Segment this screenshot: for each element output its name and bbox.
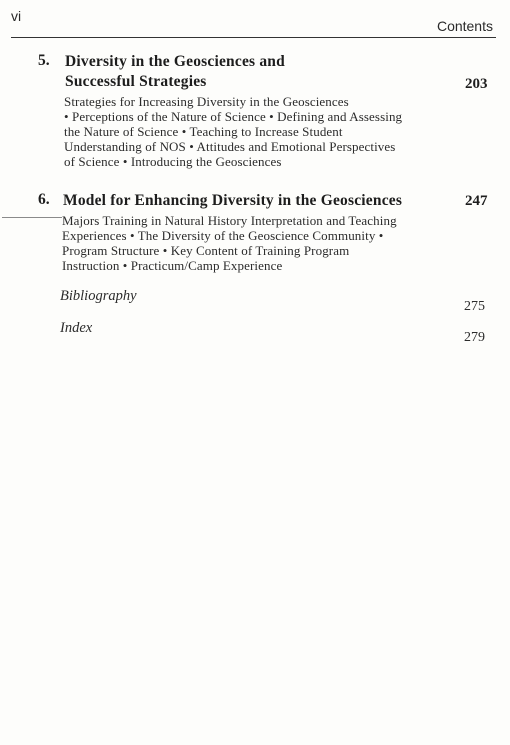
chapter-6-desc-line-2: Experiences • The Diversity of the Geoscience Community • (62, 228, 384, 243)
chapter-5-desc-line-4: Understanding of NOS • Attitudes and Emotional Perspectives (64, 139, 396, 154)
edge-mark (2, 217, 62, 218)
chapter-5-desc-line-3: the Nature of Science • Teaching to Increase Student (64, 124, 343, 139)
chapter-6-desc-line-4: Instruction • Practicum/Camp Experience (62, 258, 283, 273)
bibliography-page: 275 (464, 299, 485, 314)
chapter-5-page: 203 (465, 76, 488, 92)
chapter-6-desc-line-3: Program Structure • Key Content of Training Program (62, 243, 350, 258)
chapter-5-title (65, 52, 285, 92)
chapter-5-desc-line-2: • Perceptions of the Nature of Science • Defining and Assessing (64, 109, 403, 124)
chapter-6-page: 247 (465, 193, 488, 209)
running-head: Contents (436, 18, 493, 34)
header-rule (11, 37, 496, 38)
chapter-5-title-line-1: Diversity in the Geosciences and (65, 53, 285, 70)
chapter-6-title-line-1: Model for Enhancing Diversity in the Geosciences (63, 192, 403, 209)
chapter-6-title (63, 191, 402, 211)
index-page: 279 (464, 330, 485, 345)
chapter-5-desc-line-1: Strategies for Increasing Diversity in the Geosciences (64, 94, 349, 109)
chapter-6-description (62, 213, 397, 273)
page-label: vi (11, 8, 22, 24)
chapter-5-description (64, 94, 402, 169)
chapter-6-number: 6. (38, 191, 50, 208)
chapter-5-number: 5. (38, 52, 50, 69)
chapter-5-title-line-2: Successful Strategies (65, 73, 207, 90)
bibliography-label: Bibliography (60, 288, 137, 304)
index-label: Index (60, 320, 93, 336)
chapter-5-desc-line-5: of Science • Introducing the Geosciences (64, 154, 282, 169)
chapter-6-desc-line-1: Majors Training in Natural History Interpretation and Teaching (62, 213, 397, 228)
